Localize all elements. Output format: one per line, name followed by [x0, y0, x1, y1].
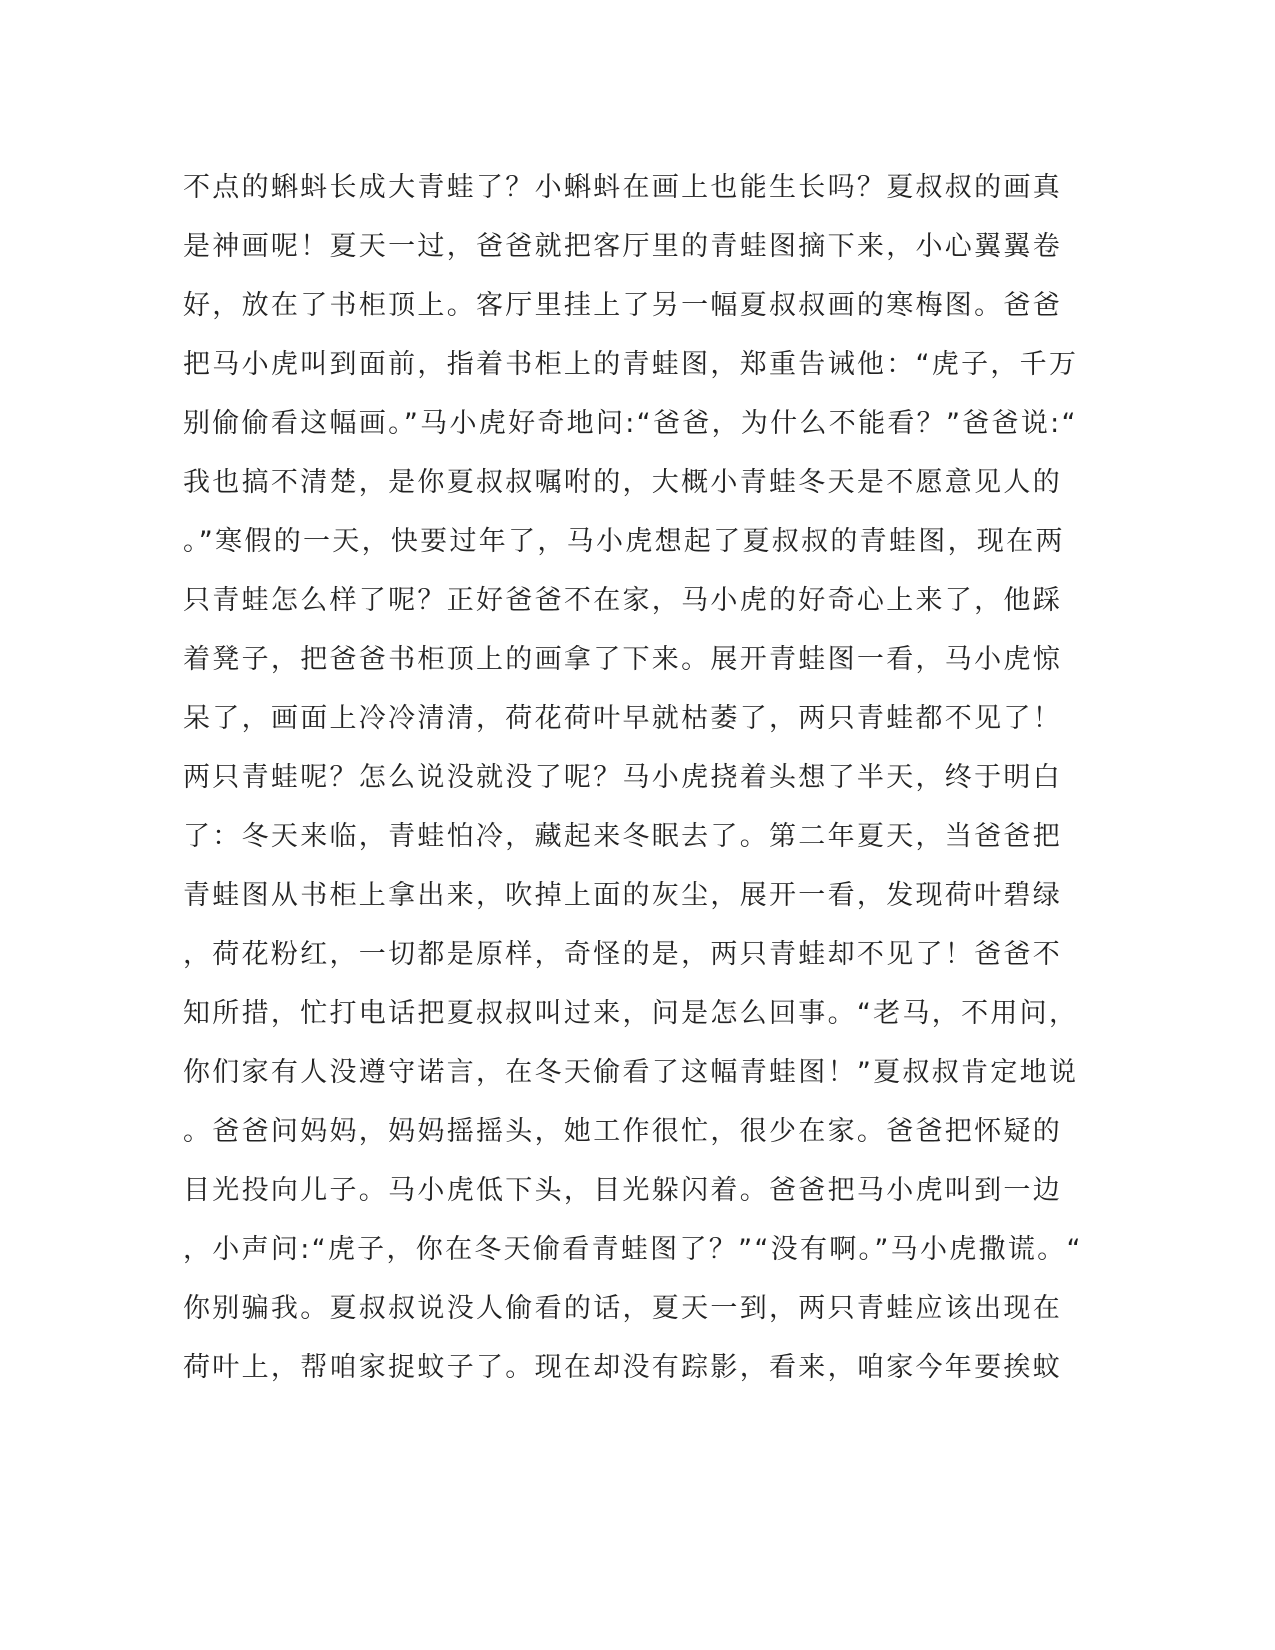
text-line: 只青蛙怎么样了呢？正好爸爸不在家，马小虎的好奇心上来了，他踩	[183, 585, 1062, 616]
text-line: 。”寒假的一天，快要过年了，马小虎想起了夏叔叔的青蛙图，现在两	[183, 526, 1065, 557]
text-line: 把马小虎叫到面前，指着书柜上的青蛙图，郑重告诫他：“虎子，千万	[183, 349, 1079, 380]
body-text	[183, 158, 1083, 1397]
text-line: ，荷花粉红，一切都是原样，奇怪的是，两只青蛙却不见了！爸爸不	[183, 939, 1062, 970]
text-line: ，小声问:“虎子，你在冬天偷看青蛙图了？”“没有啊。”马小虎撒谎。“	[183, 1234, 1083, 1265]
text-line: 不点的蝌蚪长成大青蛙了？小蝌蚪在画上也能生长吗？夏叔叔的画真	[183, 172, 1062, 203]
text-line: 你们家有人没遵守诺言，在冬天偷看了这幅青蛙图！”夏叔叔肯定地说	[183, 1057, 1079, 1088]
text-line: 荷叶上，帮咱家捉蚊子了。现在却没有踪影，看来，咱家今年要挨蚊	[183, 1352, 1062, 1383]
text-line: 呆了，画面上冷冷清清，荷花荷叶早就枯萎了，两只青蛙都不见了！	[183, 703, 1062, 734]
text-line: 别偷偷看这幅画。”马小虎好奇地问:“爸爸，为什么不能看？”爸爸说:“	[183, 408, 1078, 439]
text-line: 两只青蛙呢？怎么说没就没了呢？马小虎挠着头想了半天，终于明白	[183, 762, 1062, 793]
text-line: 。爸爸问妈妈，妈妈摇摇头，她工作很忙，很少在家。爸爸把怀疑的	[183, 1116, 1062, 1147]
text-line: 你别骗我。夏叔叔说没人偷看的话，夏天一到，两只青蛙应该出现在	[183, 1293, 1062, 1324]
text-line: 目光投向儿子。马小虎低下头，目光躲闪着。爸爸把马小虎叫到一边	[183, 1175, 1062, 1206]
text-line: 着凳子，把爸爸书柜顶上的画拿了下来。展开青蛙图一看，马小虎惊	[183, 644, 1062, 675]
text-line: 我也搞不清楚，是你夏叔叔嘱咐的，大概小青蛙冬天是不愿意见人的	[183, 467, 1062, 498]
text-line: 好，放在了书柜顶上。客厅里挂上了另一幅夏叔叔画的寒梅图。爸爸	[183, 290, 1062, 321]
text-line: 是神画呢！夏天一过，爸爸就把客厅里的青蛙图摘下来，小心翼翼卷	[183, 231, 1062, 262]
text-line: 了：冬天来临，青蛙怕冷，藏起来冬眠去了。第二年夏天，当爸爸把	[183, 821, 1062, 852]
text-line: 青蛙图从书柜上拿出来，吹掉上面的灰尘，展开一看，发现荷叶碧绿	[183, 880, 1062, 911]
text-line: 知所措，忙打电话把夏叔叔叫过来，问是怎么回事。“老马，不用问，	[183, 998, 1079, 1029]
